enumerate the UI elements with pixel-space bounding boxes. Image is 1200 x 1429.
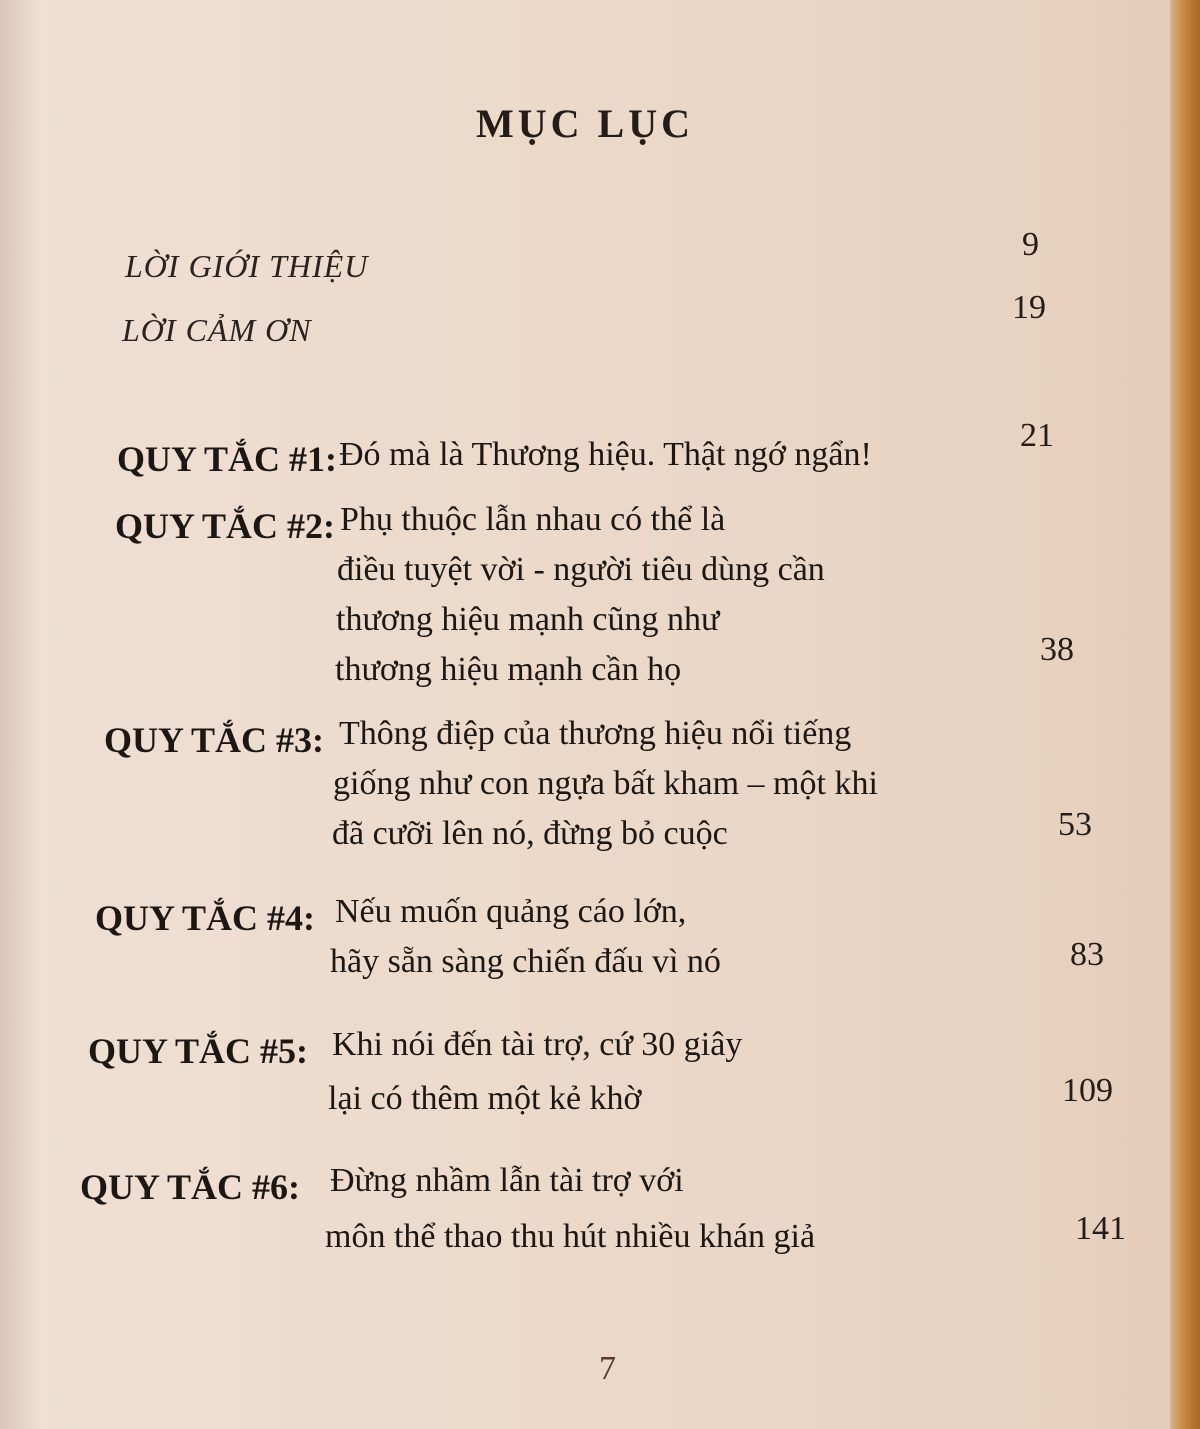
toc-page-rule-4: 83 — [1070, 936, 1104, 973]
rule-title-line: Thông điệp của thương hiệu nổi tiếng — [339, 715, 852, 752]
toc-page-acknowledgements: 19 — [1012, 289, 1046, 326]
page-number: 7 — [599, 1350, 616, 1387]
rule-title-line: Khi nói đến tài trợ, cứ 30 giây — [332, 1026, 743, 1063]
rule-label: QUY TẮC #5: — [88, 1031, 309, 1071]
toc-page-introduction: 9 — [1022, 226, 1039, 263]
rule-title-line: điều tuyệt vời - người tiêu dùng cần — [337, 551, 825, 588]
rule-title-line: Đó mà là Thương hiệu. Thật ngớ ngẩn! — [339, 436, 872, 473]
toc-title: MỤC LỤC — [476, 101, 694, 146]
rule-title-line: môn thể thao thu hút nhiều khán giả — [325, 1218, 816, 1255]
toc-page-rule-3: 53 — [1058, 806, 1092, 843]
toc-page-rule-5: 109 — [1062, 1072, 1113, 1109]
rule-label: QUY TẮC #4: — [95, 898, 316, 938]
rule-title-line: lại có thêm một kẻ khờ — [328, 1080, 642, 1117]
rule-title-line: hãy sẵn sàng chiến đấu vì nó — [330, 943, 721, 980]
rule-label: QUY TẮC #3: — [104, 720, 325, 760]
toc-page-rule-6: 141 — [1075, 1210, 1126, 1247]
rule-title-line: thương hiệu mạnh cần họ — [335, 651, 682, 688]
rule-label: QUY TẮC #2: — [115, 506, 336, 546]
toc-entry-acknowledgements: LỜI CẢM ƠN — [122, 312, 312, 348]
rule-label: QUY TẮC #6: — [80, 1167, 301, 1207]
page-edge — [1170, 0, 1200, 1429]
rule-title-line: giống như con ngựa bất kham – một khi — [333, 765, 878, 802]
rule-title-line: Nếu muốn quảng cáo lớn, — [335, 893, 687, 930]
page-gutter-shadow — [0, 0, 40, 1429]
rule-title-line: Đừng nhầm lẫn tài trợ với — [330, 1162, 684, 1199]
rule-title-line: Phụ thuộc lẫn nhau có thể là — [340, 501, 726, 538]
rule-label: QUY TẮC #1: — [117, 439, 338, 479]
toc-entry-introduction: LỜI GIỚI THIỆU — [125, 248, 369, 284]
rule-title-line: thương hiệu mạnh cũng như — [336, 601, 720, 638]
toc-page-rule-1: 21 — [1020, 417, 1054, 454]
toc-page-rule-2: 38 — [1040, 631, 1074, 668]
rule-title-line: đã cưỡi lên nó, đừng bỏ cuộc — [332, 815, 728, 852]
